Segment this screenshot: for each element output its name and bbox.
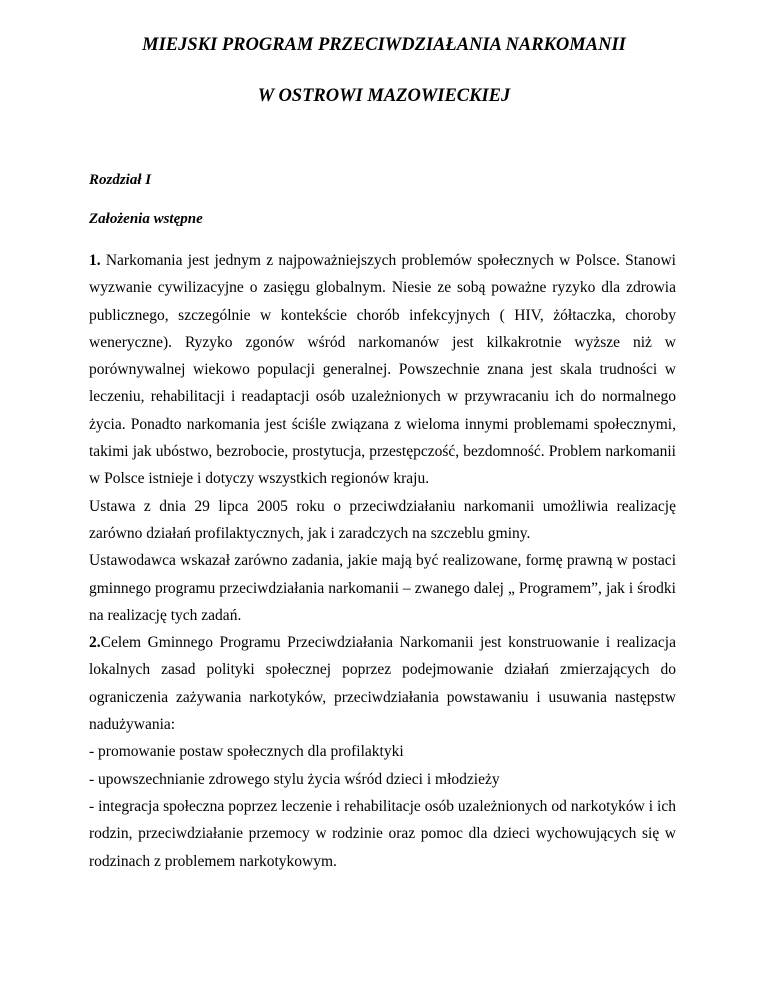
section-number-2: 2. (89, 634, 101, 652)
section-1-text: Narkomania jest jednym z najpoważniejszych problemów społecznych w Polsce. Stanowi wyzwanie cywilizacyjne o zasięgu globalnym. Niesie ze sobą poważne ryzyko dla zdrowia publicznego, szczególnie w kontekście chorób infekcyjnych ( HIV, żółtaczka, choroby weneryczne). Ryzyko zgonów wśród narkomanów jest kilkakrotnie wyższe niż w porównywalnej wiekowo populacji generalnej. Powszechnie znana jest skala trudności w leczeniu, rehabilitacji i readaptacji osób uzależnionych w przywracaniu ich do normalnego życia. Ponadto narkomania jest ściśle związana z wieloma innymi problemami społecznymi, takimi jak ubóstwo, bezrobocie, prostytucja, przestępczość, bezdomność. Problem narkomanii w Polsce istnieje i dotyczy wszystkich regionów kraju. (89, 252, 676, 488)
list-item: - upowszechnianie zdrowego stylu życia wśród dzieci i młodzieży (89, 770, 500, 788)
paragraph-section-2 (89, 629, 676, 738)
list-item: - integracja społeczna poprzez leczenie i rehabilitacje osób uzależnionych od narkotyków i ich rodzin, przeciwdziałanie przemocy w rodzinie oraz pomoc dla dzieci wychowujących się w rodzinach z problemem narkotykowym. (89, 797, 676, 870)
paragraph-ustawa: Ustawa z dnia 29 lipca 2005 roku o przeciwdziałaniu narkomanii umożliwia realizację zarówno działań profilaktycznych, jak i zaradczych na szczeblu gminy. (89, 497, 676, 542)
document-title-line2: W OSTROWI MAZOWIECKIEJ (257, 86, 511, 106)
chapter-heading: Rozdział I (89, 172, 152, 188)
document-title-line1: MIEJSKI PROGRAM PRZECIWDZIAŁANIA NARKOMANII (142, 35, 626, 55)
paragraph-section-1 (89, 247, 676, 493)
section-number-1: 1. (89, 252, 101, 269)
section-2-text: Celem Gminnego Programu Przeciwdziałania Narkomanii jest konstruowanie i realizacja lokalnych zasad polityki społecznej poprzez podejmowanie działań zmierzających do ograniczenia zażywania narkotyków, przeciwdziałania powstawaniu i usuwania następstw nadużywania: (89, 634, 676, 734)
paragraph-ustawodawca: Ustawodawca wskazał zarówno zadania, jakie mają być realizowane, formę prawną w postaci gminnego programu przeciwdziałania narkomanii – zwanego dalej „ Programem”, jak i środki na realizację tych zadań. (89, 552, 676, 624)
document-body (89, 247, 676, 875)
chapter-subtitle: Założenia wstępne (89, 211, 203, 227)
list-item: - promowanie postaw społecznych dla profilaktyki (89, 743, 404, 761)
